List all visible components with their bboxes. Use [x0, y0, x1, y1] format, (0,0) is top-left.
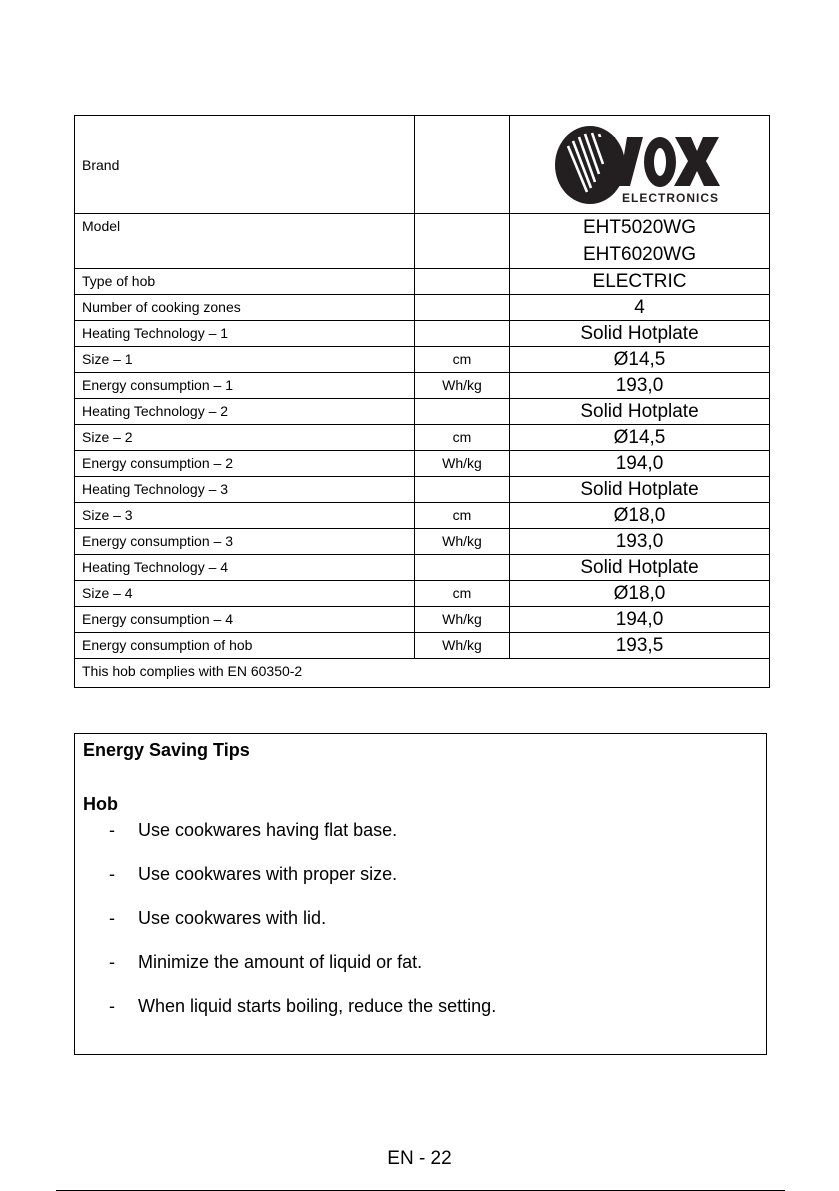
spec-label: Heating Technology – 1	[75, 321, 415, 347]
spec-label: Energy consumption – 4	[75, 607, 415, 633]
vox-logo	[517, 124, 762, 206]
spec-unit: Wh/kg	[415, 373, 510, 399]
spec-unit: cm	[415, 503, 510, 529]
spec-label: Size – 3	[75, 503, 415, 529]
spec-label: Energy consumption – 1	[75, 373, 415, 399]
spec-unit	[415, 321, 510, 347]
spec-unit	[415, 269, 510, 295]
spec-row	[75, 373, 770, 399]
spec-value: 193,0	[510, 529, 770, 555]
tip-bullet: -	[109, 820, 115, 840]
spec-unit: Wh/kg	[415, 607, 510, 633]
spec-unit: Wh/kg	[415, 529, 510, 555]
compliance-note: This hob complies with EN 60350-2	[75, 659, 770, 688]
vox-logo-icon	[554, 124, 726, 206]
spec-value: Solid Hotplate	[510, 555, 770, 581]
tip-bullet: -	[109, 952, 115, 972]
spec-label: Energy consumption – 2	[75, 451, 415, 477]
spec-value: 4	[510, 295, 770, 321]
spec-unit	[415, 295, 510, 321]
spec-unit: cm	[415, 581, 510, 607]
spec-row	[75, 607, 770, 633]
tip-item	[83, 994, 758, 1018]
spec-unit: cm	[415, 425, 510, 451]
tip-bullet: -	[109, 864, 115, 884]
brand-row	[75, 116, 770, 214]
spec-value: Ø14,5	[510, 347, 770, 373]
tip-text: Minimize the amount of liquid or fat.	[138, 952, 423, 972]
specification-table	[74, 115, 770, 688]
tip-text: Use cookwares having flat base.	[138, 820, 398, 840]
tip-bullet: -	[109, 908, 115, 928]
model-values	[510, 214, 770, 269]
spec-label: Type of hob	[75, 269, 415, 295]
spec-label: Size – 1	[75, 347, 415, 373]
spec-value: Ø18,0	[510, 503, 770, 529]
spec-label: Energy consumption of hob	[75, 633, 415, 659]
tips-list	[83, 818, 758, 1018]
spec-value: 193,5	[510, 633, 770, 659]
spec-value: 193,0	[510, 373, 770, 399]
spec-label: Energy consumption – 3	[75, 529, 415, 555]
energy-saving-tips-box	[74, 733, 767, 1055]
tip-item	[83, 862, 758, 886]
tip-text: Use cookwares with lid.	[138, 908, 327, 928]
spec-unit: Wh/kg	[415, 451, 510, 477]
spec-value: Solid Hotplate	[510, 321, 770, 347]
tip-text: When liquid starts boiling, reduce the setting.	[138, 996, 497, 1016]
spec-label: Size – 4	[75, 581, 415, 607]
spec-unit: cm	[415, 347, 510, 373]
spec-label: Number of cooking zones	[75, 295, 415, 321]
page-number: EN - 22	[387, 1148, 452, 1169]
tip-item	[83, 950, 758, 974]
spec-label: Heating Technology – 2	[75, 399, 415, 425]
brand-logo-cell	[510, 116, 770, 214]
spec-value: Solid Hotplate	[510, 477, 770, 503]
tip-item	[83, 818, 758, 842]
spec-row	[75, 503, 770, 529]
spec-row	[75, 425, 770, 451]
spec-label: Heating Technology – 4	[75, 555, 415, 581]
spec-row	[75, 555, 770, 581]
model-label: Model	[75, 214, 415, 269]
spec-unit: Wh/kg	[415, 633, 510, 659]
model-value-2: EHT6020WG	[583, 244, 696, 265]
tips-subtitle: Hob	[83, 794, 118, 814]
spec-unit	[415, 555, 510, 581]
spec-row	[75, 633, 770, 659]
spec-row	[75, 529, 770, 555]
spec-value: Ø18,0	[510, 581, 770, 607]
spec-unit	[415, 399, 510, 425]
spec-row	[75, 451, 770, 477]
tip-bullet: -	[109, 996, 115, 1016]
compliance-row	[75, 659, 770, 688]
spec-row	[75, 347, 770, 373]
spec-value: 194,0	[510, 607, 770, 633]
spec-row	[75, 581, 770, 607]
spec-value: ELECTRIC	[510, 269, 770, 295]
spec-label: Heating Technology – 3	[75, 477, 415, 503]
model-row	[75, 214, 770, 269]
brand-label: Brand	[75, 116, 415, 214]
spec-value: Ø14,5	[510, 425, 770, 451]
tip-item	[83, 906, 758, 930]
tips-title: Energy Saving Tips	[83, 740, 250, 760]
spec-row	[75, 269, 770, 295]
spec-value: 194,0	[510, 451, 770, 477]
spec-unit	[415, 477, 510, 503]
brand-unit-cell	[415, 116, 510, 214]
spec-row	[75, 477, 770, 503]
model-unit	[415, 214, 510, 269]
logo-subtext: ELECTRONICS	[621, 190, 719, 205]
spec-value: Solid Hotplate	[510, 399, 770, 425]
tip-text: Use cookwares with proper size.	[138, 864, 398, 884]
spec-row	[75, 321, 770, 347]
spec-label: Size – 2	[75, 425, 415, 451]
spec-row	[75, 399, 770, 425]
spec-row	[75, 295, 770, 321]
model-value-1: EHT5020WG	[583, 217, 696, 238]
